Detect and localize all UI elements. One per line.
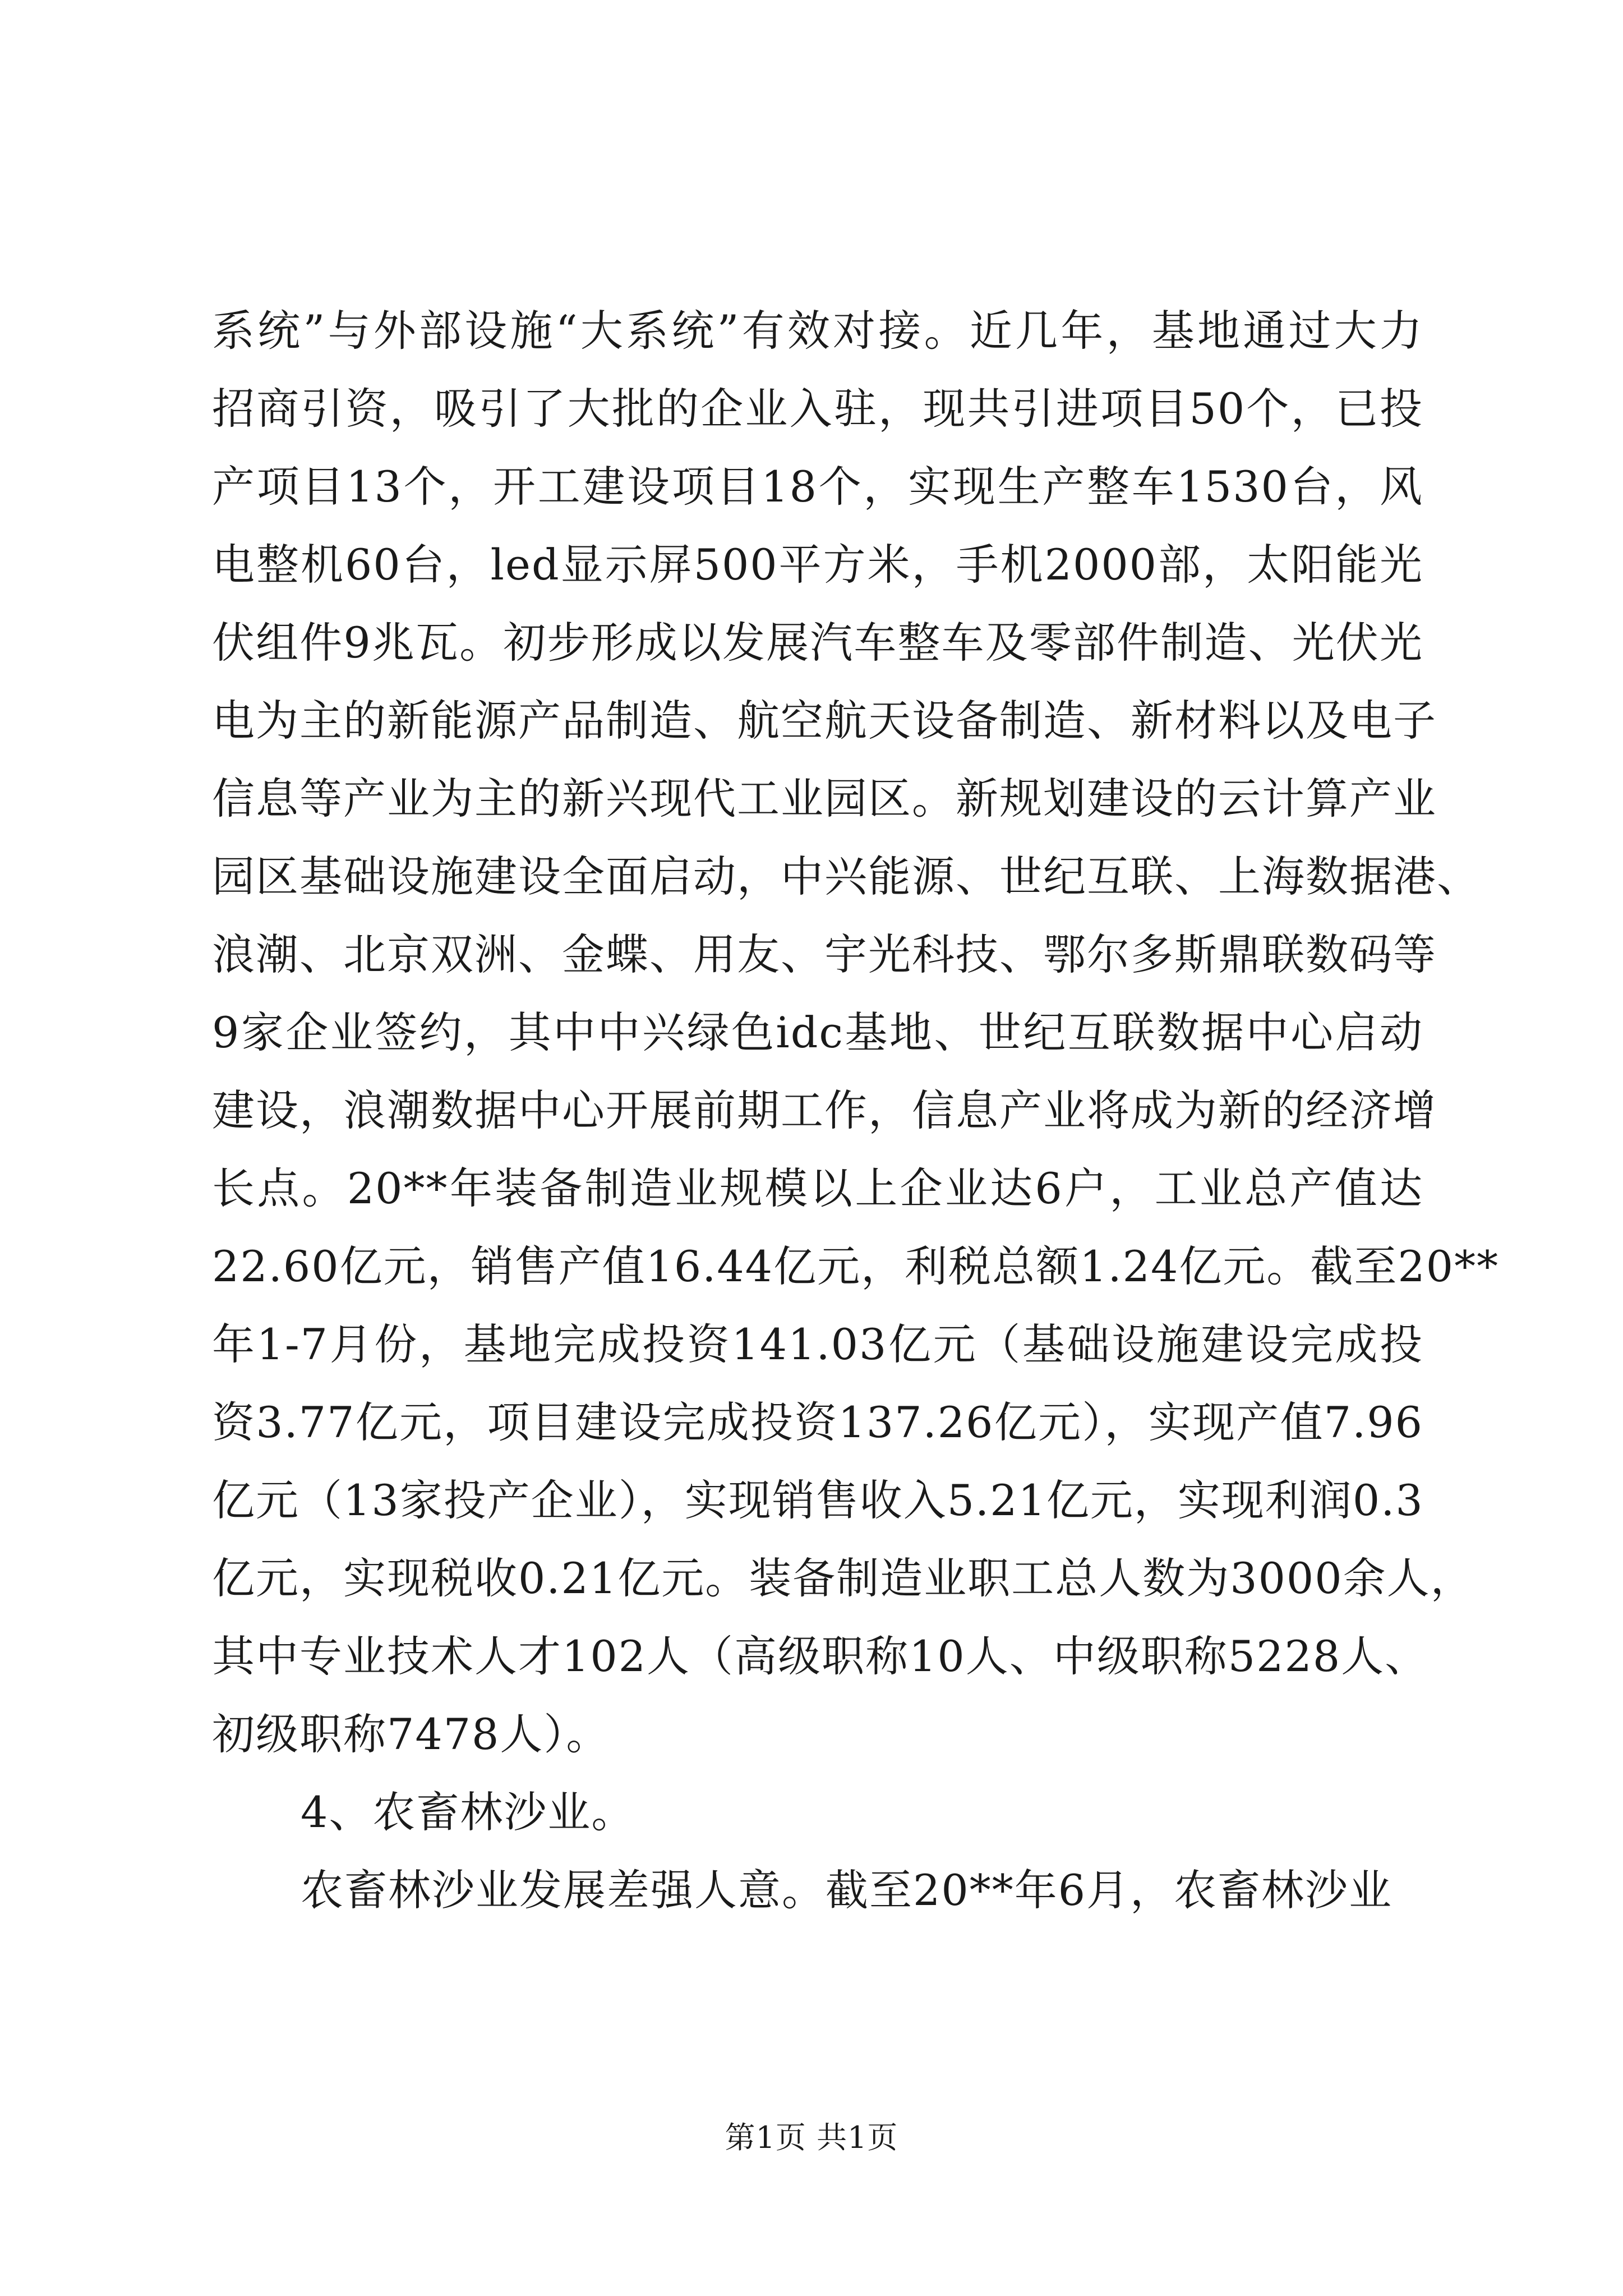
text-line: 电为主的新能源产品制造、航空航天设备制造、新材料以及电子 <box>212 696 1437 746</box>
text-line: 22.60亿元，销售产值16.44亿元，利税总额1.24亿元。截至20** <box>212 1241 1500 1291</box>
text-line: 浪潮、北京双洲、金蝶、用友、宇光科技、鄂尔多斯鼎联数码等 <box>212 930 1437 979</box>
text-line: 农畜林沙业发展差强人意。截至20**年6月，农畜林沙业 <box>301 1865 1393 1915</box>
text-line: 系统”与外部设施“大系统”有效对接。近几年，基地通过大力 <box>212 306 1423 356</box>
text-line: 长点。20**年装备制造业规模以上企业达6户，工业总产值达 <box>212 1163 1423 1213</box>
text-line: 年1-7月份，基地完成投资141.03亿元（基础设施建设完成投 <box>212 1319 1423 1369</box>
section-heading: 4、农畜林沙业。 <box>301 1787 635 1837</box>
document-body <box>212 292 1500 1929</box>
text-line: 初级职称7478人）。 <box>212 1709 610 1759</box>
text-line: 9家企业签约，其中中兴绿色idc基地、世纪互联数据中心启动 <box>212 1007 1423 1057</box>
text-line: 电整机60台，led显示屏500平方米，手机2000部，太阳能光 <box>212 540 1423 590</box>
text-line: 亿元（13家投产企业），实现销售收入5.21亿元，实现利润0.3 <box>212 1475 1424 1525</box>
text-line: 建设，浪潮数据中心开展前期工作，信息产业将成为新的经济增 <box>212 1085 1437 1135</box>
text-line: 园区基础设施建设全面启动，中兴能源、世纪互联、上海数据港、 <box>212 852 1481 901</box>
text-line: 信息等产业为主的新兴现代工业园区。新规划建设的云计算产业 <box>212 774 1437 823</box>
text-line: 其中专业技术人才102人（高级职称10人、中级职称5228人、 <box>212 1631 1429 1681</box>
text-line: 伏组件9兆瓦。初步形成以发展汽车整车及零部件制造、光伏光 <box>212 618 1423 668</box>
page-footer: 第1页 共1页 <box>725 2120 898 2155</box>
text-line: 资3.77亿元，项目建设完成投资137.26亿元），实现产值7.96 <box>212 1397 1423 1447</box>
text-line: 招商引资，吸引了大批的企业入驻，现共引进项目50个，已投 <box>212 384 1423 434</box>
text-line: 亿元，实现税收0.21亿元。装备制造业职工总人数为3000余人， <box>212 1553 1474 1603</box>
text-line: 产项目13个，开工建设项目18个，实现生产整车1530台，风 <box>212 462 1423 512</box>
